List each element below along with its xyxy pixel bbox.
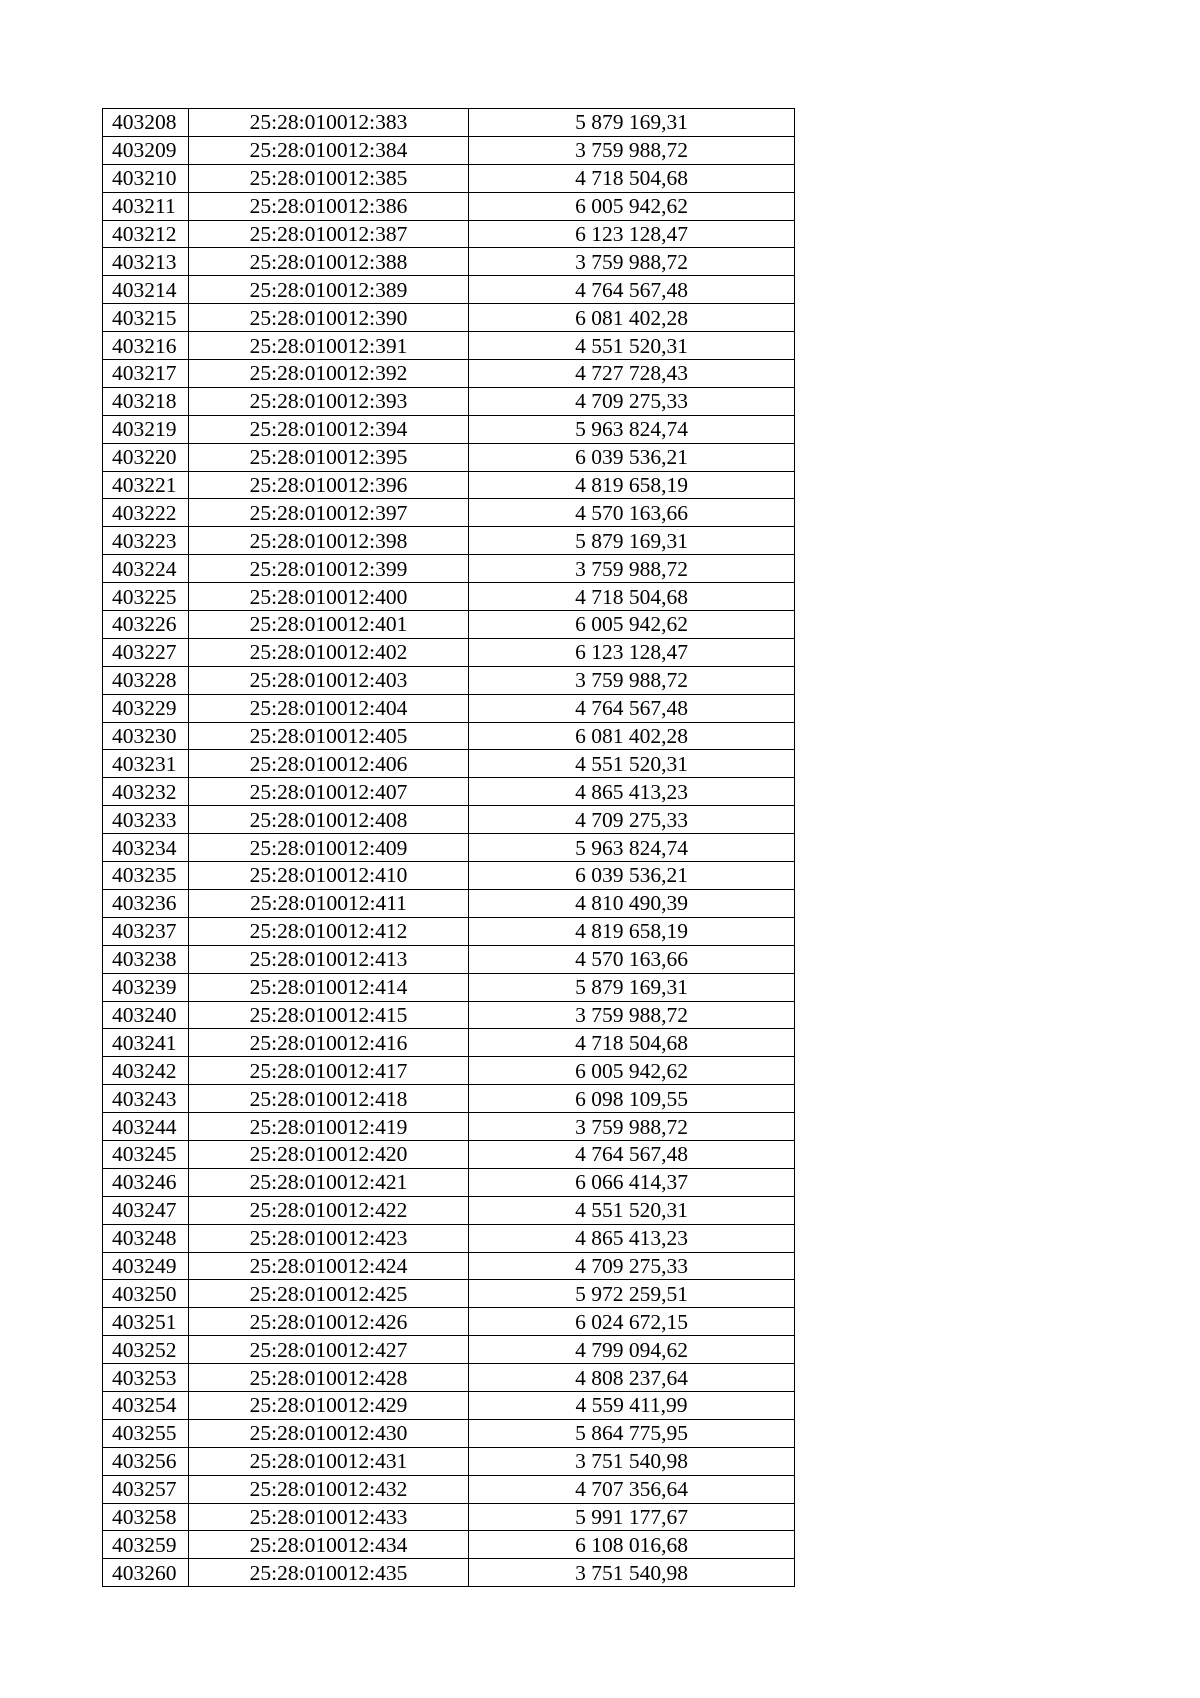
- table-row: [103, 527, 795, 555]
- cadastral-number-cell: 25:28:010012:426: [189, 1308, 469, 1336]
- record-number-cell: 403227: [103, 638, 189, 666]
- table-row: [103, 1308, 795, 1336]
- cadastral-value-cell: 4 709 275,33: [469, 387, 795, 415]
- cadastral-value-cell: 3 759 988,72: [469, 248, 795, 276]
- cadastral-number-cell: 25:28:010012:417: [189, 1057, 469, 1085]
- record-number-cell: 403233: [103, 806, 189, 834]
- record-number-cell: 403240: [103, 1001, 189, 1029]
- cadastral-value-cell: 4 570 163,66: [469, 945, 795, 973]
- table-row: [103, 1085, 795, 1113]
- cadastral-number-cell: 25:28:010012:403: [189, 666, 469, 694]
- cadastral-number-cell: 25:28:010012:424: [189, 1252, 469, 1280]
- record-number-cell: 403255: [103, 1419, 189, 1447]
- record-number-cell: 403223: [103, 527, 189, 555]
- record-number-cell: 403253: [103, 1364, 189, 1392]
- record-number-cell: 403226: [103, 611, 189, 639]
- cadastral-value-cell: 3 759 988,72: [469, 1113, 795, 1141]
- table-row: [103, 1531, 795, 1559]
- cadastral-value-cell: 4 808 237,64: [469, 1364, 795, 1392]
- cadastral-value-cell: 4 727 728,43: [469, 360, 795, 388]
- record-number-cell: 403258: [103, 1503, 189, 1531]
- table-row: [103, 164, 795, 192]
- table-body: [103, 109, 795, 1587]
- record-number-cell: 403215: [103, 304, 189, 332]
- table-row: [103, 1364, 795, 1392]
- table-row: [103, 192, 795, 220]
- cadastral-value-cell: 3 759 988,72: [469, 1001, 795, 1029]
- cadastral-value-cell: 4 865 413,23: [469, 1224, 795, 1252]
- cadastral-number-cell: 25:28:010012:434: [189, 1531, 469, 1559]
- cadastral-value-cell: 6 098 109,55: [469, 1085, 795, 1113]
- cadastral-value-cell: 4 718 504,68: [469, 583, 795, 611]
- cadastral-number-cell: 25:28:010012:407: [189, 778, 469, 806]
- cadastral-number-cell: 25:28:010012:387: [189, 220, 469, 248]
- cadastral-value-cell: 6 081 402,28: [469, 304, 795, 332]
- table-row: [103, 1196, 795, 1224]
- cadastral-number-cell: 25:28:010012:406: [189, 750, 469, 778]
- cadastral-value-cell: 3 751 540,98: [469, 1559, 795, 1587]
- cadastral-number-cell: 25:28:010012:416: [189, 1029, 469, 1057]
- record-number-cell: 403248: [103, 1224, 189, 1252]
- cadastral-value-cell: 4 707 356,64: [469, 1475, 795, 1503]
- cadastral-number-cell: 25:28:010012:400: [189, 583, 469, 611]
- record-number-cell: 403243: [103, 1085, 189, 1113]
- cadastral-value-cell: 6 005 942,62: [469, 192, 795, 220]
- cadastral-number-cell: 25:28:010012:412: [189, 917, 469, 945]
- record-number-cell: 403250: [103, 1280, 189, 1308]
- record-number-cell: 403245: [103, 1140, 189, 1168]
- record-number-cell: 403212: [103, 220, 189, 248]
- table-row: [103, 387, 795, 415]
- cadastral-value-cell: 4 819 658,19: [469, 471, 795, 499]
- table-row: [103, 471, 795, 499]
- table-row: [103, 778, 795, 806]
- cadastral-number-cell: 25:28:010012:388: [189, 248, 469, 276]
- record-number-cell: 403221: [103, 471, 189, 499]
- cadastral-value-cell: 3 759 988,72: [469, 666, 795, 694]
- cadastral-number-cell: 25:28:010012:404: [189, 694, 469, 722]
- cadastral-number-cell: 25:28:010012:385: [189, 164, 469, 192]
- record-number-cell: 403249: [103, 1252, 189, 1280]
- cadastral-number-cell: 25:28:010012:409: [189, 834, 469, 862]
- cadastral-value-cell: 4 551 520,31: [469, 1196, 795, 1224]
- record-number-cell: 403257: [103, 1475, 189, 1503]
- cadastral-value-cell: 6 039 536,21: [469, 862, 795, 890]
- cadastral-number-cell: 25:28:010012:398: [189, 527, 469, 555]
- record-number-cell: 403231: [103, 750, 189, 778]
- record-number-cell: 403260: [103, 1559, 189, 1587]
- table-row: [103, 694, 795, 722]
- cadastral-value-cell: 5 991 177,67: [469, 1503, 795, 1531]
- table-row: [103, 499, 795, 527]
- cadastral-number-cell: 25:28:010012:429: [189, 1391, 469, 1419]
- cadastral-value-cell: 5 963 824,74: [469, 834, 795, 862]
- record-number-cell: 403211: [103, 192, 189, 220]
- table-row: [103, 1559, 795, 1587]
- record-number-cell: 403254: [103, 1391, 189, 1419]
- table-row: [103, 1001, 795, 1029]
- table-row: [103, 555, 795, 583]
- cadastral-number-cell: 25:28:010012:408: [189, 806, 469, 834]
- record-number-cell: 403244: [103, 1113, 189, 1141]
- cadastral-value-cell: 4 764 567,48: [469, 276, 795, 304]
- cadastral-value-cell: 6 123 128,47: [469, 220, 795, 248]
- record-number-cell: 403235: [103, 862, 189, 890]
- table-row: [103, 1503, 795, 1531]
- record-number-cell: 403232: [103, 778, 189, 806]
- cadastral-value-cell: 6 123 128,47: [469, 638, 795, 666]
- table-row: [103, 917, 795, 945]
- record-number-cell: 403246: [103, 1168, 189, 1196]
- table-row: [103, 583, 795, 611]
- cadastral-value-cell: 4 810 490,39: [469, 889, 795, 917]
- cadastral-value-cell: 4 865 413,23: [469, 778, 795, 806]
- cadastral-number-cell: 25:28:010012:411: [189, 889, 469, 917]
- table-row: [103, 1057, 795, 1085]
- cadastral-value-cell: 5 972 259,51: [469, 1280, 795, 1308]
- record-number-cell: 403228: [103, 666, 189, 694]
- cadastral-number-cell: 25:28:010012:399: [189, 555, 469, 583]
- table-row: [103, 973, 795, 1001]
- cadastral-number-cell: 25:28:010012:430: [189, 1419, 469, 1447]
- cadastral-value-cell: 6 005 942,62: [469, 611, 795, 639]
- cadastral-number-cell: 25:28:010012:392: [189, 360, 469, 388]
- table-row: [103, 806, 795, 834]
- table-row: [103, 1224, 795, 1252]
- table-row: [103, 638, 795, 666]
- cadastral-value-cell: 4 819 658,19: [469, 917, 795, 945]
- cadastral-value-cell: 4 799 094,62: [469, 1336, 795, 1364]
- record-number-cell: 403239: [103, 973, 189, 1001]
- record-number-cell: 403241: [103, 1029, 189, 1057]
- table-row: [103, 1140, 795, 1168]
- cadastral-value-cell: 4 764 567,48: [469, 694, 795, 722]
- table-row: [103, 276, 795, 304]
- cadastral-number-cell: 25:28:010012:396: [189, 471, 469, 499]
- cadastral-value-cell: 6 066 414,37: [469, 1168, 795, 1196]
- table-row: [103, 722, 795, 750]
- cadastral-number-cell: 25:28:010012:427: [189, 1336, 469, 1364]
- table-row: [103, 889, 795, 917]
- cadastral-number-cell: 25:28:010012:418: [189, 1085, 469, 1113]
- record-number-cell: 403251: [103, 1308, 189, 1336]
- cadastral-number-cell: 25:28:010012:397: [189, 499, 469, 527]
- record-number-cell: 403214: [103, 276, 189, 304]
- cadastral-number-cell: 25:28:010012:435: [189, 1559, 469, 1587]
- table-row: [103, 1391, 795, 1419]
- cadastral-value-cell: 3 759 988,72: [469, 555, 795, 583]
- record-number-cell: 403225: [103, 583, 189, 611]
- cadastral-number-cell: 25:28:010012:402: [189, 638, 469, 666]
- table-row: [103, 750, 795, 778]
- cadastral-value-cell: 4 718 504,68: [469, 1029, 795, 1057]
- table-row: [103, 834, 795, 862]
- table-row: [103, 1419, 795, 1447]
- cadastral-value-cell: 6 108 016,68: [469, 1531, 795, 1559]
- record-number-cell: 403247: [103, 1196, 189, 1224]
- record-number-cell: 403236: [103, 889, 189, 917]
- table-row: [103, 443, 795, 471]
- cadastral-number-cell: 25:28:010012:391: [189, 332, 469, 360]
- table-row: [103, 1113, 795, 1141]
- table-row: [103, 136, 795, 164]
- table-row: [103, 220, 795, 248]
- cadastral-number-cell: 25:28:010012:383: [189, 109, 469, 137]
- cadastral-value-cell: 5 879 169,31: [469, 527, 795, 555]
- record-number-cell: 403213: [103, 248, 189, 276]
- record-number-cell: 403217: [103, 360, 189, 388]
- cadastral-number-cell: 25:28:010012:433: [189, 1503, 469, 1531]
- cadastral-number-cell: 25:28:010012:420: [189, 1140, 469, 1168]
- cadastral-number-cell: 25:28:010012:415: [189, 1001, 469, 1029]
- record-number-cell: 403209: [103, 136, 189, 164]
- record-number-cell: 403210: [103, 164, 189, 192]
- table-row: [103, 666, 795, 694]
- cadastral-value-cell: 4 551 520,31: [469, 750, 795, 778]
- cadastral-number-cell: 25:28:010012:384: [189, 136, 469, 164]
- cadastral-value-cell: 6 024 672,15: [469, 1308, 795, 1336]
- cadastral-number-cell: 25:28:010012:421: [189, 1168, 469, 1196]
- table-row: [103, 332, 795, 360]
- table-row: [103, 1447, 795, 1475]
- cadastral-value-cell: 4 709 275,33: [469, 806, 795, 834]
- record-number-cell: 403219: [103, 415, 189, 443]
- cadastral-value-cell: 6 005 942,62: [469, 1057, 795, 1085]
- cadastral-number-cell: 25:28:010012:419: [189, 1113, 469, 1141]
- record-number-cell: 403224: [103, 555, 189, 583]
- record-number-cell: 403256: [103, 1447, 189, 1475]
- cadastral-number-cell: 25:28:010012:390: [189, 304, 469, 332]
- cadastral-value-cell: 4 570 163,66: [469, 499, 795, 527]
- record-number-cell: 403230: [103, 722, 189, 750]
- cadastral-value-cell: 3 751 540,98: [469, 1447, 795, 1475]
- cadastral-number-cell: 25:28:010012:401: [189, 611, 469, 639]
- cadastral-value-cell: 4 551 520,31: [469, 332, 795, 360]
- record-number-cell: 403220: [103, 443, 189, 471]
- cadastral-value-cell: 5 879 169,31: [469, 973, 795, 1001]
- cadastral-value-cell: 5 879 169,31: [469, 109, 795, 137]
- table-row: [103, 1168, 795, 1196]
- table-row: [103, 1280, 795, 1308]
- record-number-cell: 403208: [103, 109, 189, 137]
- cadastral-number-cell: 25:28:010012:428: [189, 1364, 469, 1392]
- table-row: [103, 862, 795, 890]
- cadastral-number-cell: 25:28:010012:432: [189, 1475, 469, 1503]
- cadastral-number-cell: 25:28:010012:413: [189, 945, 469, 973]
- table-row: [103, 1475, 795, 1503]
- cadastral-value-cell: 6 081 402,28: [469, 722, 795, 750]
- table-row: [103, 945, 795, 973]
- cadastral-value-cell: 4 764 567,48: [469, 1140, 795, 1168]
- record-number-cell: 403222: [103, 499, 189, 527]
- table-row: [103, 415, 795, 443]
- cadastral-number-cell: 25:28:010012:423: [189, 1224, 469, 1252]
- cadastral-value-cell: 4 718 504,68: [469, 164, 795, 192]
- cadastral-number-cell: 25:28:010012:410: [189, 862, 469, 890]
- table-row: [103, 248, 795, 276]
- table-row: [103, 611, 795, 639]
- record-number-cell: 403242: [103, 1057, 189, 1085]
- record-number-cell: 403229: [103, 694, 189, 722]
- cadastral-number-cell: 25:28:010012:425: [189, 1280, 469, 1308]
- cadastral-number-cell: 25:28:010012:386: [189, 192, 469, 220]
- cadastral-number-cell: 25:28:010012:395: [189, 443, 469, 471]
- table-row: [103, 360, 795, 388]
- cadastral-value-cell: 4 559 411,99: [469, 1391, 795, 1419]
- cadastral-number-cell: 25:28:010012:394: [189, 415, 469, 443]
- cadastral-value-cell: 3 759 988,72: [469, 136, 795, 164]
- cadastral-value-cell: 5 963 824,74: [469, 415, 795, 443]
- cadastral-number-cell: 25:28:010012:422: [189, 1196, 469, 1224]
- table-row: [103, 304, 795, 332]
- record-number-cell: 403252: [103, 1336, 189, 1364]
- cadastral-value-table: [102, 108, 795, 1587]
- record-number-cell: 403216: [103, 332, 189, 360]
- cadastral-value-cell: 5 864 775,95: [469, 1419, 795, 1447]
- cadastral-number-cell: 25:28:010012:389: [189, 276, 469, 304]
- table-row: [103, 1336, 795, 1364]
- table-row: [103, 1252, 795, 1280]
- table-row: [103, 1029, 795, 1057]
- record-number-cell: 403259: [103, 1531, 189, 1559]
- record-number-cell: 403237: [103, 917, 189, 945]
- cadastral-number-cell: 25:28:010012:414: [189, 973, 469, 1001]
- table-row: [103, 109, 795, 137]
- record-number-cell: 403218: [103, 387, 189, 415]
- cadastral-value-cell: 4 709 275,33: [469, 1252, 795, 1280]
- cadastral-number-cell: 25:28:010012:405: [189, 722, 469, 750]
- record-number-cell: 403238: [103, 945, 189, 973]
- record-number-cell: 403234: [103, 834, 189, 862]
- cadastral-value-cell: 6 039 536,21: [469, 443, 795, 471]
- cadastral-number-cell: 25:28:010012:431: [189, 1447, 469, 1475]
- cadastral-number-cell: 25:28:010012:393: [189, 387, 469, 415]
